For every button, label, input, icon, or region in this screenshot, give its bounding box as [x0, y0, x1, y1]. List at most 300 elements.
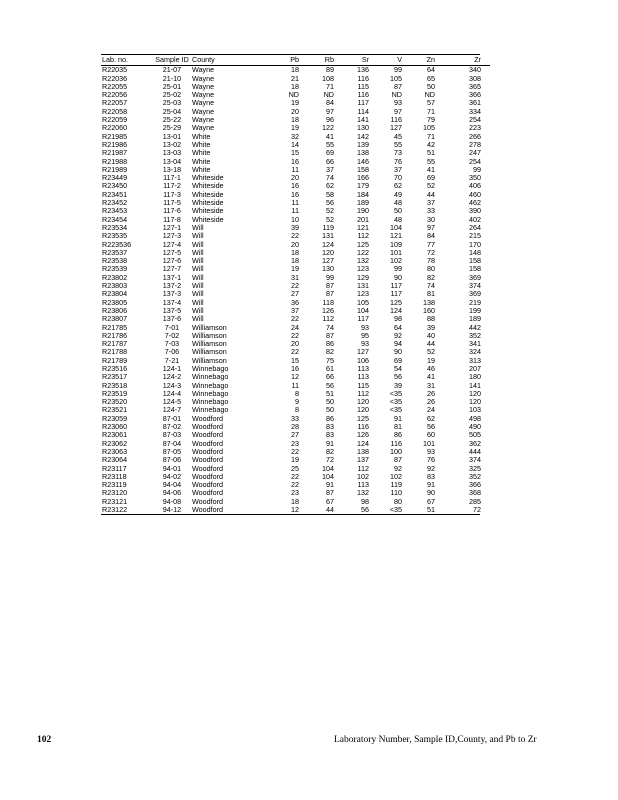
table-row — [101, 182, 490, 190]
cell-zr: 148 — [469, 248, 481, 257]
cell-sr: 132 — [357, 489, 369, 498]
cell-sample-id: 7-01 — [164, 323, 180, 332]
cell-zn: 30 — [427, 215, 435, 224]
cell-lab-no: R23059 — [102, 414, 128, 423]
cell-pb: 19 — [291, 265, 299, 274]
table-row — [101, 232, 490, 240]
cell-v: ND — [391, 91, 402, 100]
cell-v: 92 — [394, 464, 402, 473]
cell-v: 39 — [394, 381, 402, 390]
cell-sample-id: 94-06 — [162, 489, 182, 498]
cell-sample-id: 87-05 — [162, 447, 182, 456]
table-row — [101, 406, 490, 414]
cell-lab-no: R22060 — [102, 124, 128, 133]
cell-zr: 369 — [469, 290, 481, 299]
cell-v: 50 — [394, 207, 402, 216]
cell-sample-id: 127-1 — [162, 223, 182, 232]
cell-county: Will — [192, 282, 204, 291]
cell-v: 69 — [394, 356, 402, 365]
cell-pb: 39 — [291, 223, 299, 232]
cell-zr: 264 — [469, 223, 481, 232]
cell-lab-no: R23063 — [102, 447, 128, 456]
cell-zr: 374 — [469, 282, 481, 291]
cell-zr: 247 — [469, 149, 481, 158]
cell-zn: 42 — [427, 140, 435, 149]
cell-rb: 97 — [326, 107, 334, 116]
cell-lab-no: R21986 — [102, 140, 128, 149]
cell-sr: 98 — [361, 497, 369, 506]
cell-rb: 66 — [326, 373, 334, 382]
cell-zn: 64 — [427, 66, 435, 75]
cell-zn: 84 — [427, 232, 435, 241]
table-row — [101, 216, 490, 224]
cell-sample-id: 87-04 — [162, 439, 182, 448]
cell-sr: 184 — [357, 190, 369, 199]
cell-zr: 369 — [469, 273, 481, 282]
cell-rb: 55 — [326, 140, 334, 149]
cell-lab-no: R23454 — [102, 215, 128, 224]
cell-sr: 190 — [357, 207, 369, 216]
cell-lab-no: R23520 — [102, 398, 128, 407]
cell-pb: 18 — [291, 497, 299, 506]
table-row — [101, 357, 490, 365]
cell-zr: 72 — [473, 506, 481, 515]
cell-sr: 112 — [357, 232, 369, 241]
cell-v: 125 — [390, 298, 402, 307]
cell-zr: 462 — [469, 199, 481, 208]
cell-county: Whiteside — [192, 190, 224, 199]
cell-lab-no: R23062 — [102, 439, 128, 448]
cell-county: Winnebago — [192, 406, 229, 415]
cell-rb: 37 — [326, 165, 334, 174]
cell-zr: 374 — [469, 456, 481, 465]
cell-sample-id: 127-7 — [162, 265, 182, 274]
cell-county: Wayne — [192, 124, 215, 133]
cell-sr: 56 — [361, 506, 369, 515]
cell-pb: 19 — [291, 99, 299, 108]
cell-sr: 104 — [357, 306, 369, 315]
cell-zr: 341 — [469, 340, 481, 349]
cell-pb: 12 — [291, 373, 299, 382]
cell-county: Williamson — [192, 331, 227, 340]
cell-zn: 83 — [427, 472, 435, 481]
cell-lab-no: R23450 — [102, 182, 128, 191]
cell-pb: 14 — [291, 140, 299, 149]
cell-sample-id: 94-02 — [162, 472, 182, 481]
cell-sample-id: 13-18 — [162, 165, 182, 174]
cell-sr: 113 — [357, 373, 369, 382]
cell-zr: 207 — [469, 364, 481, 373]
cell-zn: 90 — [427, 489, 435, 498]
cell-zr: 402 — [469, 215, 481, 224]
cell-lab-no: R23804 — [102, 290, 128, 299]
cell-pb: 21 — [291, 74, 299, 83]
cell-county: Woodford — [192, 439, 224, 448]
table-row — [101, 473, 490, 481]
cell-sr: 121 — [357, 223, 369, 232]
cell-rb: 61 — [326, 364, 334, 373]
cell-county: Williamson — [192, 356, 227, 365]
cell-rb: 56 — [326, 199, 334, 208]
cell-lab-no: R22056 — [102, 91, 128, 100]
cell-sr: 124 — [357, 439, 369, 448]
cell-county: Will — [192, 248, 204, 257]
header-lab-no: Lab. no. — [102, 55, 128, 64]
table-row — [101, 481, 490, 489]
cell-sample-id: 13-03 — [162, 149, 182, 158]
cell-v: 102 — [390, 472, 402, 481]
cell-rb: 86 — [326, 340, 334, 349]
cell-zr: 325 — [469, 464, 481, 473]
table-row — [101, 158, 490, 166]
cell-v: 94 — [394, 340, 402, 349]
cell-sr: 139 — [357, 140, 369, 149]
cell-rb: ND — [323, 91, 334, 100]
table-row — [101, 324, 490, 332]
cell-pb: 18 — [291, 116, 299, 125]
cell-sample-id: 13-01 — [162, 132, 182, 141]
cell-v: 76 — [394, 157, 402, 166]
cell-rb: 56 — [326, 381, 334, 390]
table-row — [101, 498, 490, 506]
cell-rb: 50 — [326, 398, 334, 407]
cell-sr: 95 — [361, 331, 369, 340]
cell-zr: 285 — [469, 497, 481, 506]
cell-sr: 112 — [357, 464, 369, 473]
cell-lab-no: R21989 — [102, 165, 128, 174]
cell-lab-no: R23449 — [102, 174, 128, 183]
cell-v: 104 — [390, 223, 402, 232]
table-row — [101, 456, 490, 464]
table-row — [101, 290, 490, 298]
cell-sample-id: 127-6 — [162, 257, 182, 266]
cell-county: Woodford — [192, 472, 224, 481]
cell-pb: 22 — [291, 331, 299, 340]
cell-rb: 83 — [326, 423, 334, 432]
cell-lab-no: R23539 — [102, 265, 128, 274]
table-row — [101, 124, 490, 132]
cell-sample-id: 87-02 — [162, 423, 182, 432]
table-row — [101, 191, 490, 199]
cell-sample-id: 7-21 — [164, 356, 180, 365]
cell-county: Wayne — [192, 107, 215, 116]
cell-rb: 84 — [326, 99, 334, 108]
cell-lab-no: R23060 — [102, 423, 128, 432]
cell-lab-no: R23064 — [102, 456, 128, 465]
cell-v: 54 — [394, 364, 402, 373]
cell-sample-id: 127-3 — [162, 232, 182, 241]
cell-pb: 23 — [291, 489, 299, 498]
cell-pb: ND — [288, 91, 299, 100]
cell-v: 87 — [394, 82, 402, 91]
cell-rb: 87 — [326, 489, 334, 498]
cell-v: 48 — [394, 199, 402, 208]
cell-sr: 126 — [357, 431, 369, 440]
cell-sample-id: 137-1 — [162, 273, 182, 282]
cell-lab-no: R22059 — [102, 116, 128, 125]
cell-lab-no: R23538 — [102, 257, 128, 266]
table-row — [101, 141, 490, 149]
bottom-rule — [101, 514, 480, 515]
cell-zr: 505 — [469, 431, 481, 440]
table-row — [101, 307, 490, 315]
cell-zr: 365 — [469, 82, 481, 91]
cell-pb: 22 — [291, 447, 299, 456]
cell-lab-no: R22035 — [102, 66, 128, 75]
cell-sr: 116 — [357, 423, 369, 432]
cell-zr: 498 — [469, 414, 481, 423]
cell-county: Woodford — [192, 423, 224, 432]
table-row — [101, 348, 490, 356]
cell-sr: 102 — [357, 472, 369, 481]
cell-zn: 78 — [427, 257, 435, 266]
cell-pb: 8 — [295, 406, 299, 415]
cell-zr: 308 — [469, 74, 481, 83]
cell-pb: 23 — [291, 439, 299, 448]
cell-sample-id: 127-4 — [162, 240, 182, 249]
cell-lab-no: R21786 — [102, 331, 128, 340]
cell-county: Wayne — [192, 74, 215, 83]
data-table-container — [101, 54, 480, 515]
cell-v: <35 — [389, 398, 402, 407]
cell-v: 119 — [390, 481, 402, 490]
cell-sample-id: 124-2 — [162, 373, 182, 382]
cell-county: Wayne — [192, 91, 215, 100]
cell-sr: 132 — [357, 257, 369, 266]
cell-v: 91 — [394, 414, 402, 423]
cell-county: Woodford — [192, 431, 224, 440]
cell-pb: 11 — [291, 199, 299, 208]
cell-zr: 352 — [469, 331, 481, 340]
cell-sample-id: 117-2 — [163, 182, 181, 191]
cell-v: 124 — [390, 306, 402, 315]
cell-pb: 9 — [295, 398, 299, 407]
cell-rb: 50 — [326, 406, 334, 415]
cell-rb: 126 — [322, 306, 334, 315]
cell-rb: 91 — [326, 481, 334, 490]
cell-county: Williamson — [192, 348, 227, 357]
table-row — [101, 66, 490, 74]
cell-zr: 490 — [469, 423, 481, 432]
cell-sample-id: 13-04 — [162, 157, 182, 166]
cell-zn: 93 — [427, 447, 435, 456]
cell-lab-no: R223536 — [102, 240, 132, 249]
cell-pb: 22 — [291, 481, 299, 490]
cell-pb: 22 — [291, 282, 299, 291]
cell-zn: 105 — [423, 124, 435, 133]
cell-lab-no: R23117 — [102, 464, 127, 473]
cell-rb: 75 — [326, 356, 334, 365]
cell-rb: 91 — [326, 439, 334, 448]
page-number: 102 — [37, 735, 52, 745]
cell-v: 110 — [390, 489, 402, 498]
cell-county: Whiteside — [192, 215, 224, 224]
cell-zr: 254 — [469, 116, 481, 125]
table-row — [101, 423, 490, 431]
cell-zn: 79 — [427, 116, 435, 125]
cell-zn: 82 — [427, 273, 435, 282]
cell-zr: 324 — [469, 348, 481, 357]
cell-sample-id: 94-01 — [162, 464, 182, 473]
cell-v: 117 — [390, 282, 402, 291]
cell-pb: 22 — [291, 472, 299, 481]
cell-zn: 57 — [427, 99, 435, 108]
cell-zn: 97 — [427, 223, 435, 232]
header-rb: Rb — [324, 55, 334, 64]
table-row — [101, 99, 490, 107]
cell-rb: 87 — [326, 290, 334, 299]
cell-zn: 138 — [423, 298, 435, 307]
header-row — [101, 55, 490, 66]
cell-pb: 25 — [291, 464, 299, 473]
cell-sr: 93 — [361, 340, 369, 349]
cell-lab-no: R23122 — [102, 506, 128, 515]
cell-zn: 65 — [427, 74, 435, 83]
cell-county: Woodford — [192, 481, 224, 490]
cell-sr: 136 — [357, 66, 369, 75]
cell-rb: 66 — [326, 157, 334, 166]
cell-zn: 41 — [427, 165, 435, 174]
cell-sr: 129 — [357, 273, 369, 282]
cell-lab-no: R23118 — [102, 472, 127, 481]
cell-lab-no: R23537 — [102, 248, 128, 257]
cell-sr: 141 — [357, 116, 369, 125]
cell-lab-no: R23535 — [102, 232, 128, 241]
cell-zn: 71 — [427, 107, 435, 116]
cell-v: 100 — [390, 447, 402, 456]
cell-county: Winnebago — [192, 398, 229, 407]
table-row — [101, 249, 490, 257]
cell-sample-id: 87-03 — [162, 431, 182, 440]
header-zn: Zn — [426, 55, 435, 64]
cell-v: 105 — [390, 74, 402, 83]
cell-zn: 51 — [427, 149, 435, 158]
cell-rb: 41 — [326, 132, 334, 141]
cell-pb: 15 — [291, 356, 299, 365]
cell-zr: 170 — [469, 240, 481, 249]
cell-pb: 8 — [295, 389, 299, 398]
table-row — [101, 174, 490, 182]
table-row — [101, 489, 490, 497]
cell-rb: 96 — [326, 116, 334, 125]
cell-zn: 41 — [427, 373, 435, 382]
cell-zr: 442 — [469, 323, 481, 332]
cell-pb: 11 — [291, 165, 299, 174]
cell-zr: 278 — [469, 140, 481, 149]
cell-zr: 340 — [469, 66, 481, 75]
cell-sample-id: 124-4 — [162, 389, 182, 398]
cell-zn: 51 — [427, 506, 435, 515]
cell-pb: 18 — [291, 248, 299, 257]
cell-rb: 82 — [326, 348, 334, 357]
cell-sr: 120 — [357, 406, 369, 415]
cell-rb: 82 — [326, 447, 334, 456]
cell-zr: 180 — [469, 373, 481, 382]
cell-zr: 362 — [469, 439, 481, 448]
cell-lab-no: R22055 — [102, 82, 128, 91]
cell-v: 127 — [390, 124, 402, 133]
cell-zn: 50 — [427, 82, 435, 91]
cell-sr: 116 — [357, 91, 369, 100]
cell-zn: 26 — [427, 389, 435, 398]
cell-sample-id: 124-1 — [162, 364, 182, 373]
cell-lab-no: R21785 — [102, 323, 128, 332]
cell-sample-id: 25-29 — [162, 124, 182, 133]
cell-pb: 22 — [291, 348, 299, 357]
cell-sample-id: 25-02 — [162, 91, 182, 100]
cell-zr: 368 — [469, 489, 481, 498]
cell-zn: 74 — [427, 282, 435, 291]
cell-lab-no: R23802 — [102, 273, 128, 282]
cell-rb: 69 — [326, 149, 334, 158]
table-row — [101, 224, 490, 232]
cell-rb: 87 — [326, 282, 334, 291]
cell-county: Whiteside — [192, 182, 224, 191]
cell-county: Winnebago — [192, 381, 229, 390]
cell-pb: 11 — [291, 381, 299, 390]
cell-rb: 71 — [326, 82, 334, 91]
cell-pb: 31 — [291, 273, 299, 282]
table-row — [101, 390, 490, 398]
cell-sr: 142 — [357, 132, 369, 141]
table-row — [101, 398, 490, 406]
cell-sample-id: 25-01 — [162, 82, 182, 91]
cell-lab-no: R23806 — [102, 306, 128, 315]
cell-zn: 88 — [427, 315, 435, 324]
table-row — [101, 133, 490, 141]
table-row — [101, 83, 490, 91]
cell-sample-id: 124-3 — [162, 381, 182, 390]
table-row — [101, 241, 490, 249]
cell-sample-id: 117-3 — [163, 190, 181, 199]
cell-zn: 101 — [423, 439, 435, 448]
cell-v: <35 — [389, 406, 402, 415]
cell-pb: 16 — [291, 364, 299, 373]
cell-lab-no: R23121 — [102, 497, 128, 506]
cell-county: Woodford — [192, 447, 224, 456]
cell-zn: 52 — [427, 182, 435, 191]
cell-county: White — [192, 157, 211, 166]
table-row — [101, 166, 490, 174]
cell-rb: 131 — [322, 232, 334, 241]
cell-sr: 114 — [357, 107, 369, 116]
cell-rb: 122 — [322, 124, 334, 133]
cell-rb: 83 — [326, 431, 334, 440]
cell-county: Woodford — [192, 464, 224, 473]
cell-zn: 92 — [427, 464, 435, 473]
header-sample-id: Sample ID — [155, 55, 189, 64]
cell-county: Wayne — [192, 116, 215, 125]
cell-sample-id: 13-02 — [162, 140, 182, 149]
cell-zr: 366 — [469, 481, 481, 490]
cell-sample-id: 117-8 — [163, 215, 181, 224]
cell-v: 117 — [390, 290, 402, 299]
cell-pb: 33 — [291, 414, 299, 423]
cell-lab-no: R21788 — [102, 348, 128, 357]
cell-zr: 215 — [469, 232, 481, 241]
cell-county: Whiteside — [192, 207, 224, 216]
cell-county: White — [192, 132, 211, 141]
cell-rb: 58 — [326, 190, 334, 199]
cell-lab-no: R21787 — [102, 340, 128, 349]
cell-sr: 179 — [357, 182, 369, 191]
cell-county: Woodford — [192, 497, 224, 506]
cell-v: 90 — [394, 348, 402, 357]
cell-county: Williamson — [192, 340, 227, 349]
cell-sr: 158 — [357, 165, 369, 174]
cell-zn: 80 — [427, 265, 435, 274]
cell-lab-no: R23518 — [102, 381, 128, 390]
